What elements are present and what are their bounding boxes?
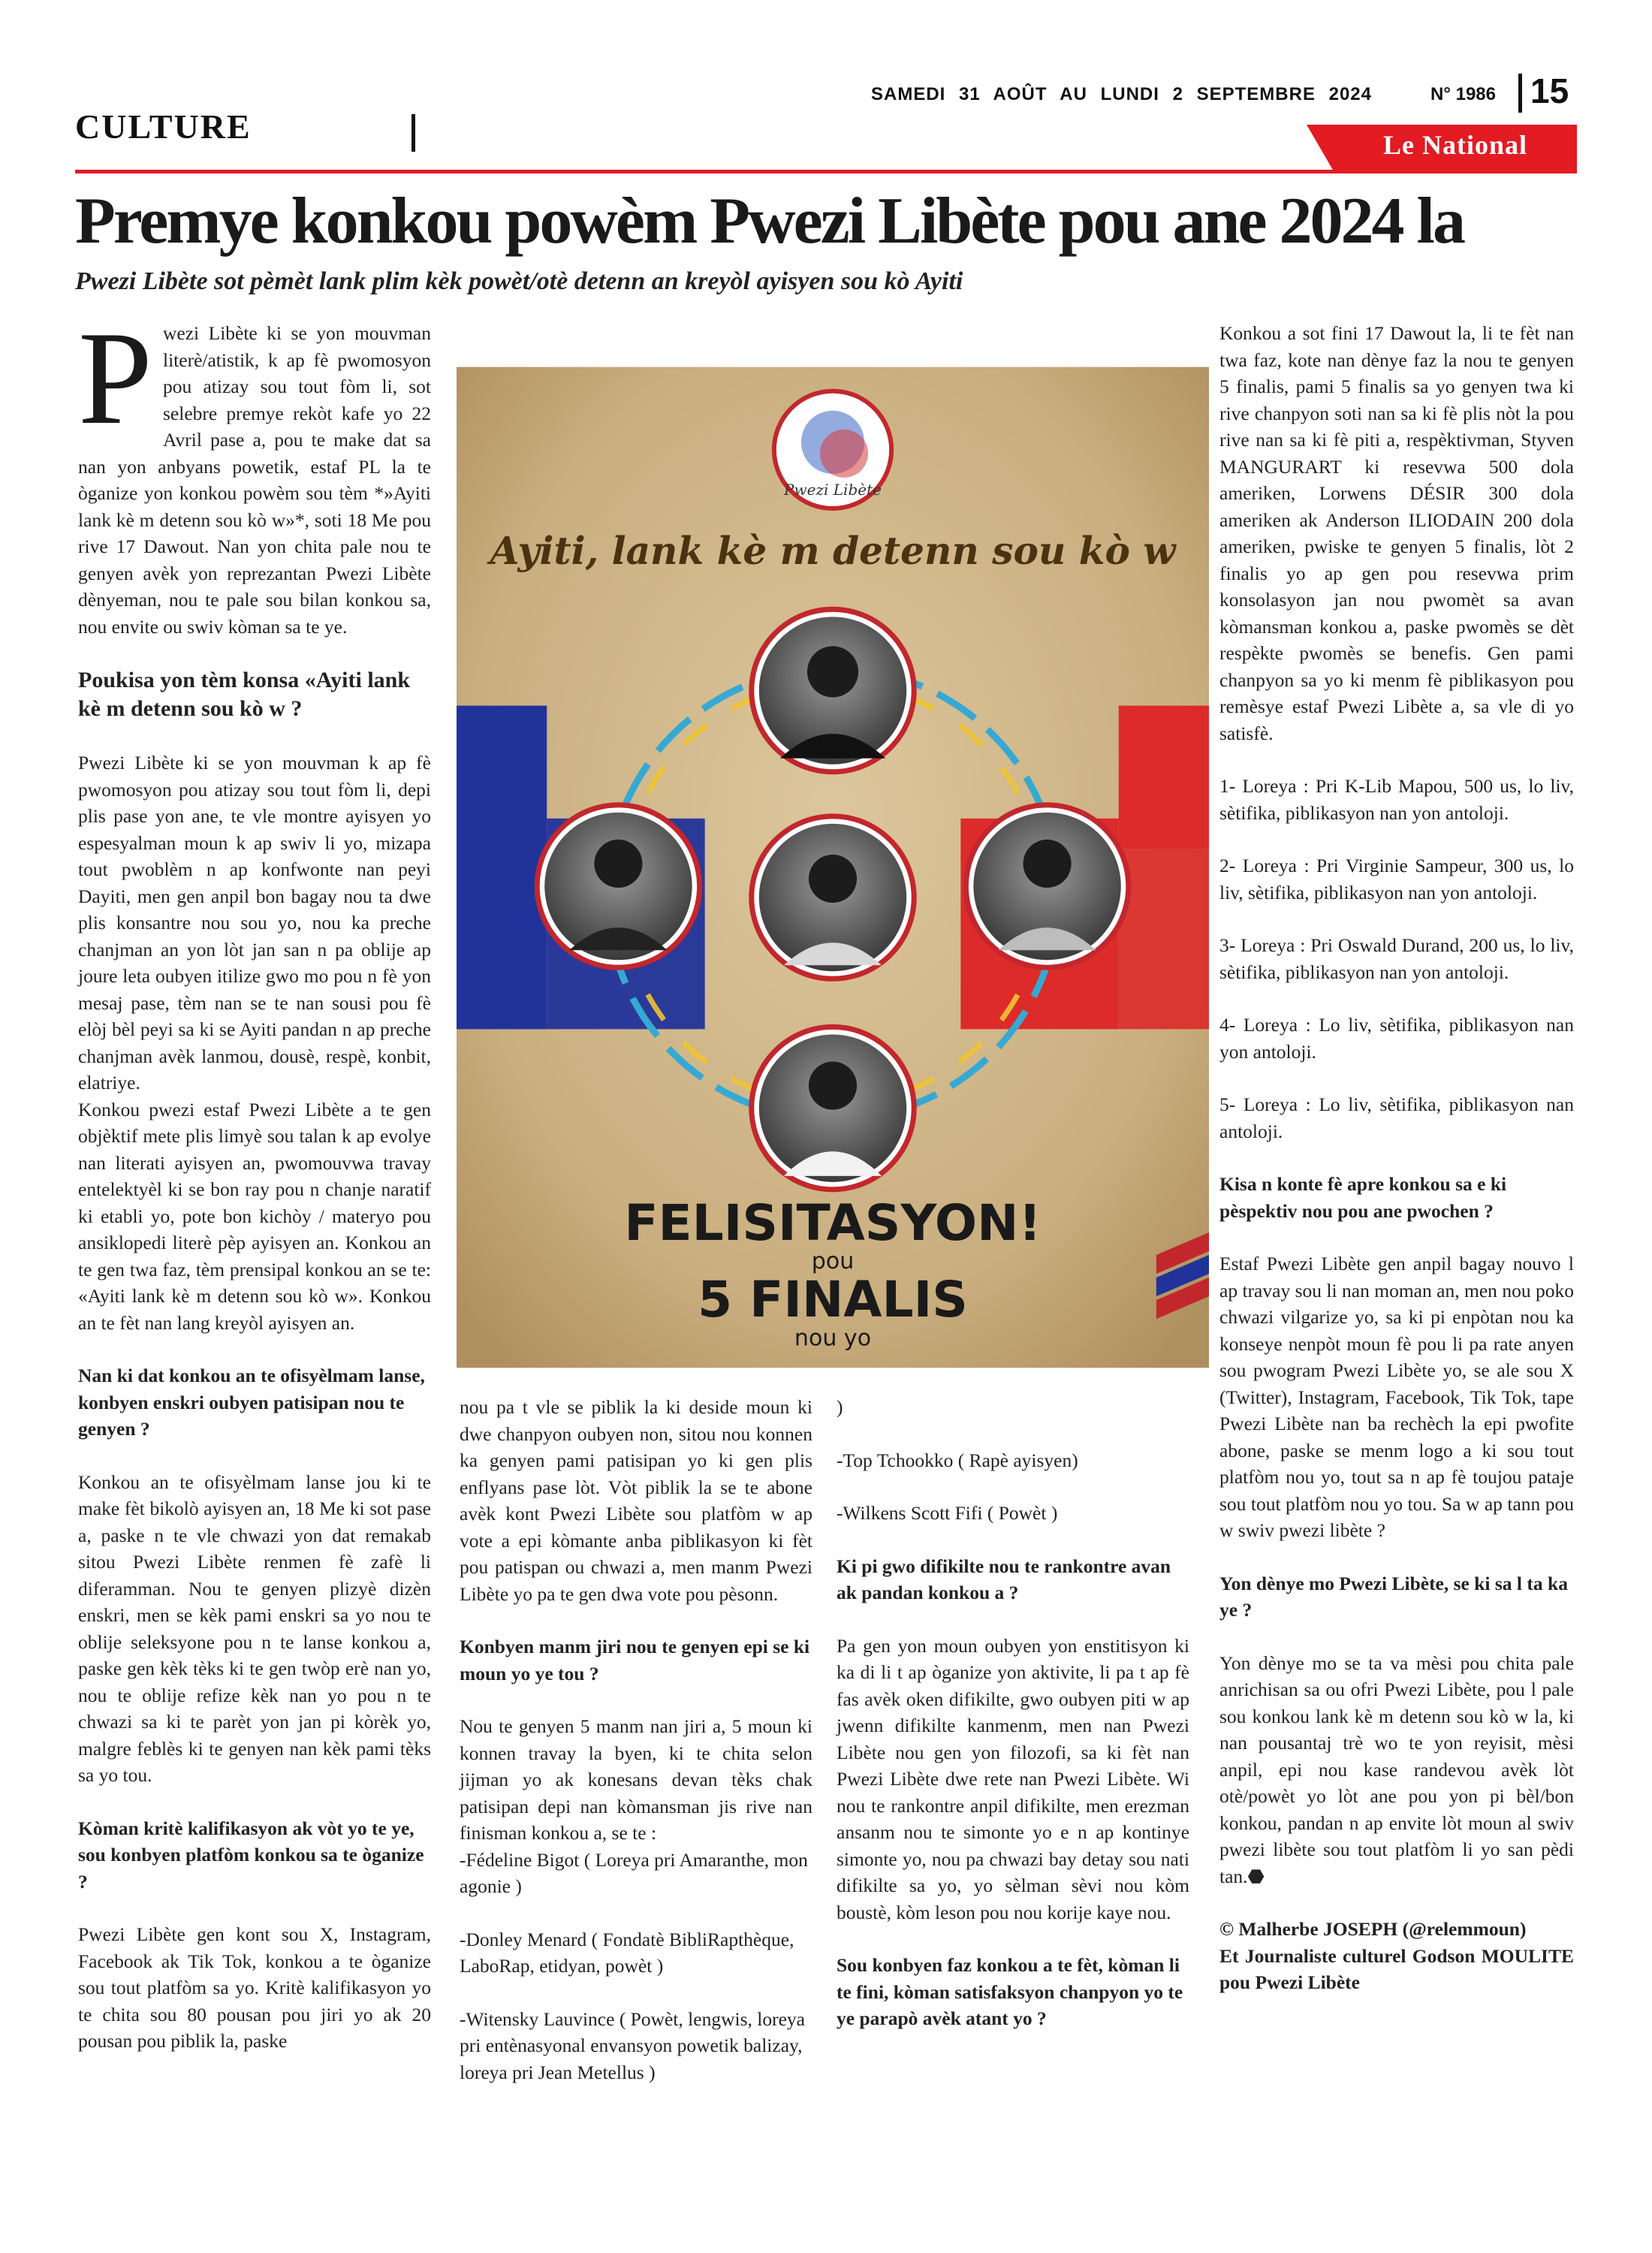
subheadline: Pwezi Libète sot pèmèt lank plim kèk powèt/otè detenn an kreyòl ayisyen sou kò Ayiti — [75, 267, 963, 295]
answer-4: Nou te genyen 5 manm nan jiri a, 5 moun ki konnen travay la byen, ki te chita selon jijman yo ak konesans devan tèks chak patisipan depi nan kòmansman jis rive nan finisman konkou a, se te : — [460, 1715, 812, 1844]
column-2 — [460, 1394, 812, 2086]
question-5: Ki pi gwo difikilte nou te rankontre avan ak pandan konkou a ? — [837, 1555, 1171, 1603]
page-number: 15 — [1530, 71, 1569, 110]
brand-name: Le National — [1382, 130, 1527, 160]
issue-number: N° 1986 — [1430, 84, 1496, 104]
credit-2: Et Journaliste culturel Godson MOULITE pou Pwezi Libète — [1219, 1944, 1574, 1993]
intro-text: wezi Libète ki se yon mouvman literè/atistik, k ap fè pwomosyon pou atizay sou tout fòm li, sot selebre premye rekòt kafe yo 22 Avril pase a, pou te make dat sa nan yon anbyans powetik, estaf PL la te òganize yon konkou powèm sou tèm *»Ayiti lank kè m detenn sou kò w»*, soti 18 Me pou rive 17 Dawout. Nan yon chita pale nou te genyen avèk yon reprezantan Pwezi Libète dènyeman, nou te pale sou bilan konkou sa, nou envite ou swiv kòman sa te ye. — [78, 322, 431, 638]
section-divider — [411, 114, 415, 152]
finalist-photo-top — [752, 609, 914, 771]
poster-finalists: 5 FINALIS — [698, 1271, 968, 1329]
answer-7: Estaf Pwezi Libète gen anpil bagay nouvo l ap travay sou li nan moman an, men nou poko chwazi vilgarize yo, sa ki pi enpòtan nou ka konseye nenpòt moun fè pou li pa rate anyen sou pwogram Pwezi Libète yo, se ale sou X (Twitter), Instagram, Facebook, Tik Tok, tape Pwezi Libète nan ba rechèch la epi pwofite abone, paske se menm logo a ki sou tout platfòm nou yo, tout sa n ap fè toujou pataje sou tout platfòm nou yo tou. Sa w ap tann pou w swiv pwezi libète ? — [1219, 1253, 1574, 1541]
answer-1a: Pwezi Libète ki se yon mouvman k ap fè pwomosyon pou atizay sou tout fòm li, depi plis pase yon ane, te vle montre ayisyen yo espesyalman moun k ap swiv li yo, mizapa tout pwoblèm n ap konfwonte nan peyi Dayiti, men gen anpil bon bagay nou ta dwe plis konsantre nou sou yo, nou ka preche chanjman an yon lòt jan san n pa oblije ap joure leta oubyen itilize gwo mo pou n fè yon mesaj pase, tèm nan se te nan sousi pou fè elòj bèl peyi sa ki se Ayiti pandan n ap preche chanjman avèk lanmou, dousè, respè, konbit, elatriye. — [78, 752, 431, 1093]
contest-poster — [457, 366, 1209, 1368]
poster-title: Ayiti, lank kè m detenn sou kò w — [490, 529, 1176, 574]
finalist-photo-center — [752, 816, 914, 979]
answer-6: Konkou a sot fini 17 Dawout la, li te fèt nan twa faz, kote nan dènye faz la nou te genyen 5 finalis, pami 5 finalis sa yo genyen twa ki rive chanpyon soti nan sa ki fè plis nòt la pou rive nan sa ki fè piti a, respèktivman, Styven MANGURART ki resevwa 500 dola ameriken, Lorwens DÉSIR 300 dola ameriken ak Anderson ILIODAIN 200 dola ameriken, pwiske te genyen 5 finalis, lòt 2 finalis yo ap gen pou resevwa prim konsolasyon jan nou pwomèt sa avan kòmansman konkou a, paske pwomès se dèt respèkte pwomès se benefis. Gen pami chanpyon sa yo ki menm fè piblikasyon pou remèsye estaf Pwezi Libète a, sa vle di yo satisfè. — [1219, 322, 1574, 744]
poster-pou: pou — [811, 1248, 855, 1275]
prize-4: 4- Loreya : Lo liv, sètifika, piblikasyon nan yon antoloji. — [1219, 1014, 1574, 1063]
prize-5: 5- Loreya : Lo liv, sètifika, piblikasyon nan antoloji. — [1219, 1093, 1574, 1142]
section-label: CULTURE — [75, 107, 252, 146]
jury-2: -Donley Menard ( Fondatè BibliRapthèque, LaboRap, etidyan, powèt ) — [460, 1928, 794, 1977]
question-4: Konbyen manm jiri nou te genyen epi se ki moun yo ye tou ? — [460, 1636, 810, 1684]
brand-notch — [1307, 125, 1334, 171]
poster-nou-yo: nou yo — [794, 1325, 872, 1352]
prize-1: 1- Loreya : Pri K-Lib Mapou, 500 us, lo liv, sètifika, piblikasyon nan yon antoloji. — [1219, 775, 1574, 824]
finalist-photo-bottom — [752, 1027, 914, 1189]
prize-3: 3- Loreya : Pri Oswald Durand, 200 us, lo liv, sètifika, piblikasyon nan yon antoloji. — [1219, 934, 1574, 983]
page-divider — [1518, 74, 1522, 113]
credit-1: © Malherbe JOSEPH (@relemmoun) — [1219, 1918, 1527, 1940]
end-mark: ⬣ — [1247, 1865, 1265, 1887]
prize-2: 2- Loreya : Pri Virginie Sampeur, 300 us, lo liv, sètifika, piblikasyon nan yon antoloji. — [1219, 855, 1574, 903]
answer-1b: Konkou pwezi estaf Pwezi Libète a te gen objèktif mete plis limyè sou talan k ap evolye nan literati ayisyen an, pwomouvwa travay entelektyèl ki se bon ray pou n chanje naratif ki etabli yo, pote bon kichòy / materyo pou ansiklopedi literè pèp ayisyen an. Konkou an te gen twa faz, tèm prensipal konkou an se te: «Ayiti lank kè m detenn sou kò w». Konkou an te fèt nan lang kreyòl ayisyen an. — [78, 1098, 431, 1334]
dateline: SAMEDI 31 AOÛT AU LUNDI 2 SEPTEMBRE 2024 — [871, 84, 1373, 104]
headline: Premye konkou powèm Pwezi Libète pou ane 2024 la — [75, 185, 1464, 258]
finalist-photo-right — [966, 805, 1128, 967]
question-6: Sou konbyen faz konkou a te fèt, kòman li te fini, kòman satisfaksyon chanpyon yo te ye parapò avèk atant yo ? — [837, 1954, 1183, 2029]
question-2: Nan ki dat konkou an te ofisyèlmam lanse, konbyen enskri oubyen patisipan nou te genyen ? — [78, 1365, 425, 1440]
question-1: Poukisa yon tèm konsa «Ayiti lank kè m detenn sou kò w ? — [78, 668, 411, 721]
column-4 — [1219, 320, 1574, 1996]
paren-close: ) — [837, 1396, 843, 1418]
jury-3: -Witensky Lauvince ( Powèt, lengwis, loreya pri entènasyonal envansyon powetik balizay, loreya pri Jean Metellus ) — [460, 2007, 805, 2083]
poster-logo — [774, 391, 891, 508]
answer-5: Pa gen yon moun oubyen yon enstitisyon ki ka di li t ap òganize yon aktivite, li pa t ap fè fas avèk oken difikilte, gwo oubyen piti w ap jwenn difikilte kanmenm, men nan Pwezi Libète nou gen yon filozofi, sa ki fèt nan Pwezi Libète dwe rete nan Pwezi Libète. Wi nou te rankontre anpil difikilte, men erezman ansanm nou te simonte yo e n ap kontinye simonte yo, nou pa chwazi bay detay sou nati difikilte sa yo, yo sèlman sèvi nou kòm boustè, kòm leson pou nou korije kaye nou. — [837, 1634, 1189, 1923]
column-3 — [837, 1394, 1189, 2058]
jury-4: -Top Tchookko ( Rapè ayisyen) — [837, 1449, 1078, 1471]
question-3: Kòman kritè kalifikasyon ak vòt yo te ye, sou konbyen platfòm konkou sa te òganize ? — [78, 1817, 424, 1893]
column-1 — [78, 303, 431, 2081]
finalist-photo-left — [537, 805, 699, 967]
question-8: Yon dènye mo Pwezi Libète, se ki sa l ta ka ye ? — [1219, 1572, 1568, 1621]
answer-8 — [1219, 1650, 1574, 1890]
answer-8-text: Yon dènye mo se ta va mèsi pou chita pale anrichisan sa ou ofri Pwezi Libète, pou l pale sou konkou lank kè m detenn sou kò w la, ki nan pousantaj trè wo te yon reyisit, mèsi anpil, epi nou kase randevou avèk lòt otè/powèt yo lòt ane pou yon pi bèl/bon konkou, pandan n ap envite lòt moun al swiv pwezi libète sou tout platfòm li yo san pèdi tan. — [1219, 1651, 1574, 1887]
header-rule — [75, 170, 1577, 173]
answer-3b: nou pa t vle se piblik la ki deside moun ki dwe chanpyon oubyen non, sitou nou konnen ka genyen pami patisipan yo ki gen plis enflyans pase lòt. Vòt piblik la se te abone avèk kont Pwezi Libète sou platfòm w ap vote a epi kòmante anba piblikasyon ki fèt pou patispan ou chwazi a, men manm Pwezi Libète yo pa te gen dwa vote pou pèsonn. — [460, 1396, 812, 1605]
poster-felicitation: FELISITASYON! — [624, 1193, 1042, 1252]
jury-5: -Wilkens Scott Fifi ( Powèt ) — [837, 1502, 1058, 1524]
drop-cap: P — [78, 303, 152, 452]
intro-paragraph — [78, 303, 431, 640]
jury-1: -Fédeline Bigot ( Loreya pri Amaranthe, mon agonie ) — [460, 1848, 808, 1897]
question-7: Kisa n konte fè apre konkou sa e ki pèspektiv nou pou ane pwochen ? — [1219, 1173, 1507, 1222]
svg-text:Pwezi Libète: Pwezi Libète — [784, 481, 882, 499]
answer-3a: Pwezi Libète gen kont sou X, Instagram, Facebook ak Tik Tok, konkou a te òganize sou tout platfòm sa yo. Kritè kalifikasyon yo te chita sou 80 pousan pou jiri yo ak 20 pousan pou piblik la, paske — [78, 1923, 431, 2052]
flag-band-red — [1119, 706, 1209, 849]
answer-2: Konkou an te ofisyèlmam lanse jou ki te make fèt bikolò ayisyen an, 18 Me ki sot pase a, paske n te vle chwazi yon dat remakab sitou Pwezi Libète renmen fè zafè li diferamman. Nou te genyen plizyè dizèn enskri, men se kèk pami enskri sa yo nou te oblije seleksyone pou n te lanse konkou a, paske gen kèk tèks ki te gen twòp erè nan yo, nou te oblije refize kèk nan yo pou n te chwazi sa ki te parèt yon jan pi kòrèk yo, malgre feblès ki te genyen nan kèk pami tèks sa yo tou. — [78, 1470, 431, 1786]
